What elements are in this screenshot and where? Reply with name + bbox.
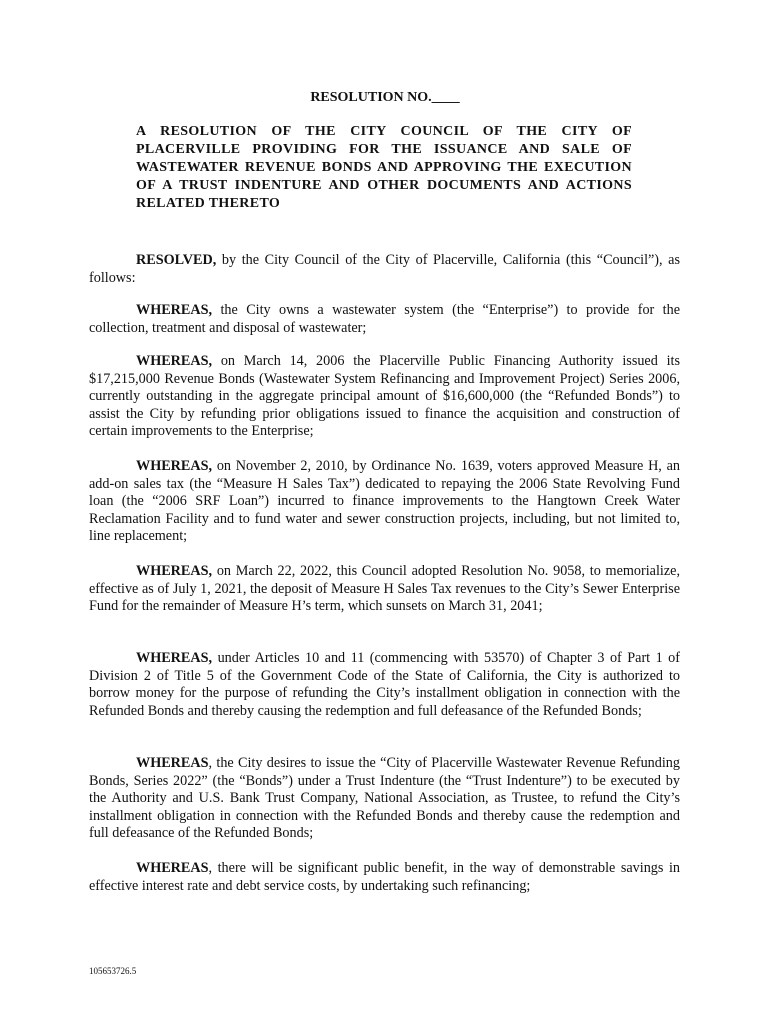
paragraph-whereas-government-code bbox=[89, 650, 680, 720]
paragraph-lead: WHEREAS bbox=[136, 755, 209, 771]
paragraph-text: on March 22, 2022, this Council adopted Resolution No. 9058, to memorialize, effective as of July 1, 2021, the deposit of Measure H Sales Tax revenues to the City’s Sewer Enterprise Fund for the remainder of Measure H’s term, which sunsets on March 31, 2041; bbox=[89, 563, 680, 615]
paragraph-lead: WHEREAS, bbox=[136, 353, 213, 369]
paragraph-text: , the City desires to issue the “City of Placerville Wastewater Revenue Refunding Bonds, Series 2022” (the “Bonds”) under a Trust Indenture (the “Trust Indenture”) to be executed by the Authority and U.S. Bank Trust Company, National Association, as Trustee, to refund the City’s installment obligation in connection with the Refunded Bonds and thereby cause the redemption and full defeasance of the Refunded Bonds; bbox=[89, 755, 680, 842]
resolution-title: A RESOLUTION OF THE CITY COUNCIL OF THE CITY OF PLACERVILLE PROVIDING FOR THE ISSUANCE AND SALE OF WASTEWATER REVENUE BONDS AND APPROVING THE EXECUTION OF A TRUST INDENTURE AND OTHER DOCUMENTS AND ACTIONS RELATED THERETO bbox=[136, 124, 632, 211]
paragraph-whereas-measure-h bbox=[89, 458, 680, 546]
paragraph-whereas-bonds-issue bbox=[89, 755, 680, 843]
paragraph-resolved bbox=[89, 252, 680, 287]
paragraph-text: under Articles 10 and 11 (commencing with 53570) of Chapter 3 of Part 1 of Division 2 of Title 5 of the Government Code of the State of California, the City is authorized to borrow money for the purpose of refunding the City’s installment obligation in connection with the Refunded Bonds and thereby causing the redemption and full defeasance of the Refunded Bonds; bbox=[89, 650, 680, 719]
paragraph-text: , there will be significant public benefit, in the way of demonstrable savings in effective interest rate and debt service costs, by undertaking such refinancing; bbox=[89, 860, 680, 894]
paragraph-lead: WHEREAS bbox=[136, 860, 209, 876]
paragraph-lead: WHEREAS, bbox=[136, 458, 213, 474]
paragraph-text: by the City Council of the City of Placerville, California (this “Council”), as follows: bbox=[89, 252, 680, 286]
paragraph-text: on March 14, 2006 the Placerville Public Financing Authority issued its $17,215,000 Revenue Bonds (Wastewater System Refinancing and Improvement Project) Series 2006, currently outstanding in the aggregate principal amount of $16,600,000 (the “Refunded Bonds”) to assist the City by refunding prior obligations issued to finance the acquisition and construction of certain improvements to the Enterprise; bbox=[89, 353, 680, 440]
paragraph-whereas-enterprise bbox=[89, 302, 680, 337]
paragraph-whereas-public-benefit bbox=[89, 860, 680, 895]
paragraph-lead: WHEREAS, bbox=[136, 650, 213, 666]
paragraph-whereas-2006-bonds bbox=[89, 353, 680, 441]
paragraph-lead: WHEREAS, bbox=[136, 563, 213, 579]
paragraph-text: on November 2, 2010, by Ordinance No. 1639, voters approved Measure H, an add-on sales tax (the “Measure H Sales Tax”) dedicated to repaying the 2006 State Revolving Fund loan (the “2006 SRF Loan”) incurred to finance improvements to the Hangtown Creek Water Reclamation Facility and to fund water and sewer construction projects, including, but not limited to, line replacement; bbox=[89, 458, 680, 545]
paragraph-whereas-resolution-9058 bbox=[89, 563, 680, 616]
paragraph-lead: WHEREAS, bbox=[136, 302, 213, 318]
paragraph-lead: RESOLVED, bbox=[136, 252, 217, 268]
document-id: 105653726.5 bbox=[89, 966, 137, 976]
resolution-number: RESOLUTION NO.____ bbox=[310, 90, 460, 105]
paragraph-text: the City owns a wastewater system (the “Enterprise”) to provide for the collection, treatment and disposal of wastewater; bbox=[89, 302, 680, 336]
